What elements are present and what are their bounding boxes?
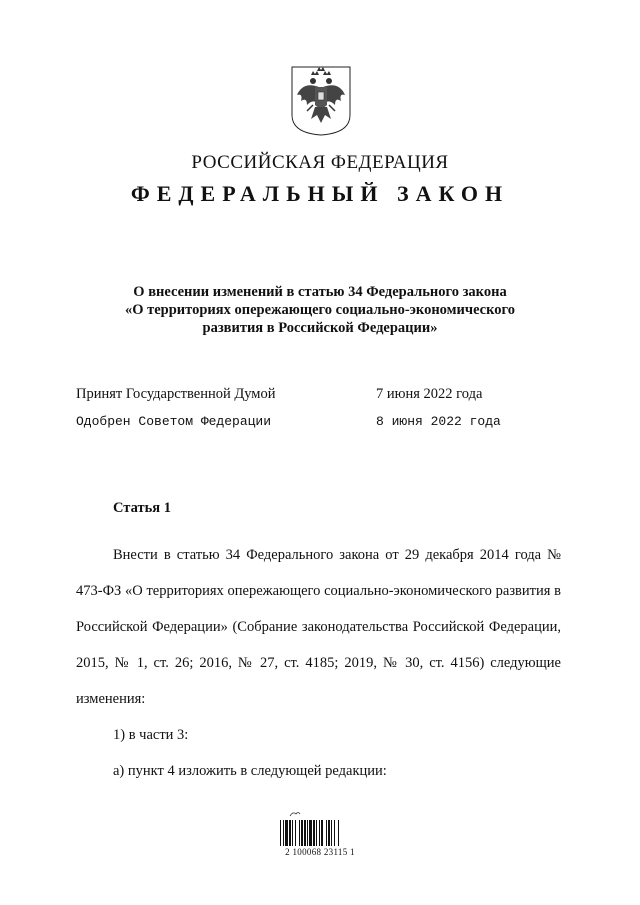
article-paragraph: а) пункт 4 изложить в следующей редакции:: [113, 763, 387, 779]
law-title-line: «О территориях опережающего социально-экономического: [124, 302, 516, 318]
article-paragraph: 1) в части 3:: [113, 727, 189, 743]
law-title-line: О внесении изменений в статью 34 Федерального закона: [133, 284, 507, 300]
adoption-date: 8 июня 2022 года: [376, 414, 501, 429]
article-body: [76, 537, 561, 789]
article-heading: Статья 1: [113, 500, 171, 516]
law-type-heading: ФЕДЕРАЛЬНЫЙ ЗАКОН: [130, 181, 510, 206]
adoption-date: 7 июня 2022 года: [376, 386, 483, 402]
country-name: РОССИЙСКАЯ ФЕДЕРАЦИЯ: [191, 152, 449, 173]
law-title-line: развития в Российской Федерации»: [202, 320, 438, 336]
coat-of-arms-icon: [289, 65, 353, 137]
law-title: [80, 283, 560, 337]
adoption-label: Одобрен Советом Федерации: [76, 414, 272, 429]
article-paragraph: Внести в статью 34 Федерального закона от 29 декабря 2014 года № 473-ФЗ «О территориях опережающего социально-экономического развития в Российской Федерации» (Собрание законодательства Российской Федерации, 2015, № 1, ст. 26; 2016, № 27, ст. 4185; 2019, № 30, ст. 4156) следующие изменения:: [76, 547, 561, 707]
adoption-label: Принят Государственной Думой: [76, 386, 276, 402]
barcode-number: 2 100068 23115 1: [285, 847, 355, 857]
